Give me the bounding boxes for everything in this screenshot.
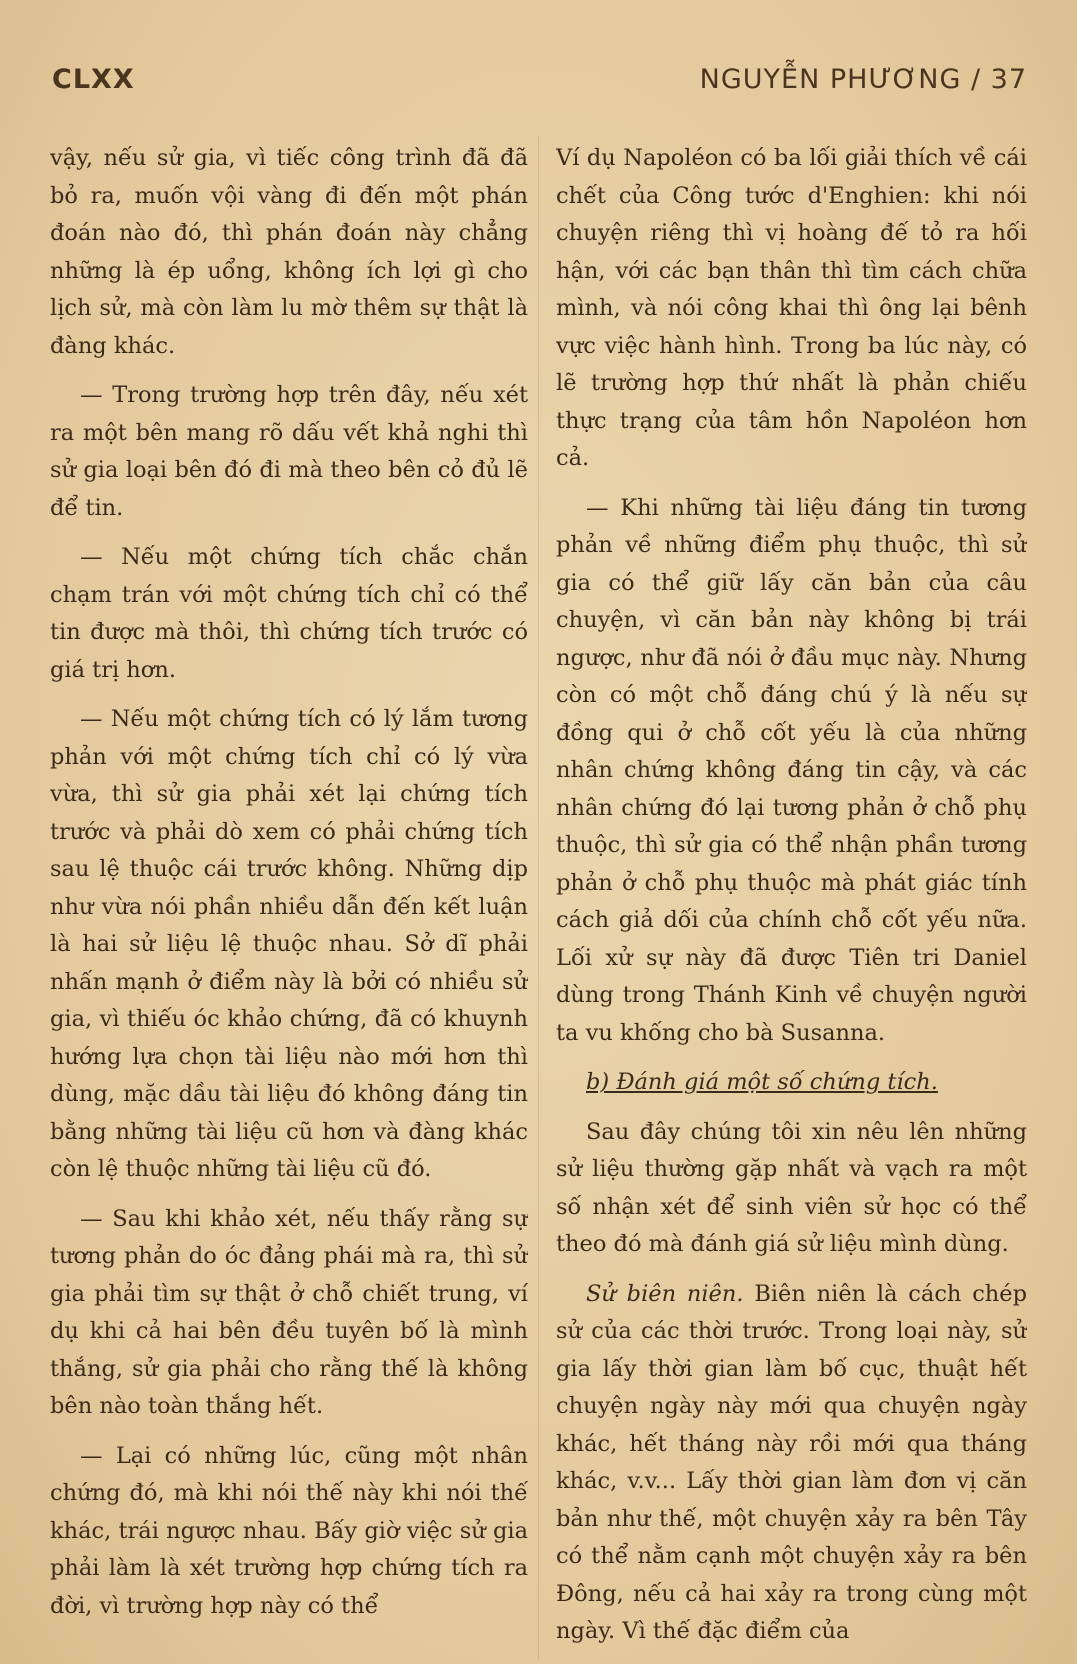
paragraph: — Lại có những lúc, cũng một nhân chứng đó, mà khi nói thế này khi nói thế khác, trái ngược nhau. Bấy giờ việc sử gia phải làm là xét trường hợp chứng tích ra đời, vì trường hợp này có thể [50,1442,528,1619]
right-column [556,140,1027,1658]
paragraph: — Sau khi khảo xét, nếu thấy rằng sự tương phản do óc đảng phái mà ra, thì sử gia phải tìm sự thật ở chỗ chiết trung, ví dụ khi cả hai bên đều tuyên bố là mình thắng, sử gia phải cho rằng thế là không bên nào toàn thắng hết. [50,1205,528,1419]
paragraph: — Khi những tài liệu đáng tin tương phản về những điểm phụ thuộc, thì sử gia có thể giữ lấy căn bản của câu chuyện, vì căn bản này không bị trái ngược, như đã nói ở đầu mục này. Nhưng còn có một chỗ đáng chú ý là nếu sự đồng qui ở chỗ cốt yếu là của những nhân chứng không đáng tin cậy, và các nhân chứng đó lại tương phản ở chỗ phụ thuộc, thì sử gia có thể nhận phần tương phản ở chỗ phụ thuộc mà phát giác tính cách giả dối của chính chỗ cốt yếu nữa. Lối xử sự này đã được Tiên tri Daniel dùng trong Thánh Kinh về chuyện người ta vu khống cho bà Susanna. [556,494,1027,1046]
paragraph: — Nếu một chứng tích có lý lắm tương phản với một chứng tích chỉ có lý vừa vừa, thì sử gia phải xét lại chứng tích trước và phải dò xem có phải chứng tích sau lệ thuộc cái trước không. Những dịp như vừa nói phần nhiều dẫn đến kết luận là hai sử liệu lệ thuộc nhau. Sở dĩ phải nhấn mạnh ở điểm này là bởi có nhiều sử gia, vì thiếu óc khảo chứng, đã có khuynh hướng lựa chọn tài liệu nào mới hơn thì dùng, mặc dầu tài liệu đó không đáng tin bằng những tài liệu cũ hơn và đàng khác còn lệ thuộc những tài liệu cũ đó. [50,706,528,1182]
paragraph: Ví dụ Napoléon có ba lối giải thích về cái chết của Công tước d'Enghien: khi nói chuyện riêng thì vị hoàng đế tỏ ra hối hận, với các bạn thân thì tìm cách chữa mình, và nói công khai thì ông lại bênh vực việc hành hình. Trong ba lúc này, có lẽ trường hợp thứ nhất là phản chiếu thực trạng của tâm hồn Napoléon hơn cả. [556,145,1027,471]
paragraph-text: Biên niên là cách chép sử của các thời trước. Trong loại này, sử gia lấy thời gian làm bố cục, thuật hết chuyện ngày này mới qua chuyện ngày khác, hết tháng này rồi mới qua tháng khác, v.v... Lấy thời gian làm đơn vị căn bản như thế, một chuyện xảy ra bên Tây có thể nằm cạnh một chuyện xảy ra bên Đông, nếu cả hai xảy ra trong cùng một ngày. Vì thế đặc điểm của [556,1280,1027,1644]
paragraph: vậy, nếu sử gia, vì tiếc công trình đã đã bỏ ra, muốn vội vàng đi đến một phán đoán nào đó, thì phán đoán này chẳng những là ép uổng, không ích lợi gì cho lịch sử, mà còn làm lu mờ thêm sự thật là đàng khác. [50,145,528,359]
paragraph: — Nếu một chứng tích chắc chắn chạm trán với một chứng tích chỉ có thể tin được mà thôi, thì chứng tích trước có giá trị hơn. [50,544,528,683]
page-header [52,64,1027,104]
running-head: NGUYỄN PHƯƠNG / 37 [699,64,1027,95]
left-column [50,140,528,1658]
chapter-number: CLXX [52,64,135,95]
paragraph: — Trong trường hợp trên đây, nếu xét ra một bên mang rõ dấu vết khả nghi thì sử gia loại bên đó đi mà theo bên cỏ đủ lẽ để tin. [50,382,528,521]
section-subheading: b) Đánh giá một số chứng tích. [586,1069,938,1095]
column-divider [538,135,539,1660]
paragraph [556,1276,1027,1651]
paragraph: Sau đây chúng tôi xin nêu lên những sử liệu thường gặp nhất và vạch ra một số nhận xét để sinh viên sử học có thể theo đó mà đánh giá sử liệu mình dùng. [556,1118,1027,1257]
term-heading: Sử biên niên. [586,1280,744,1307]
